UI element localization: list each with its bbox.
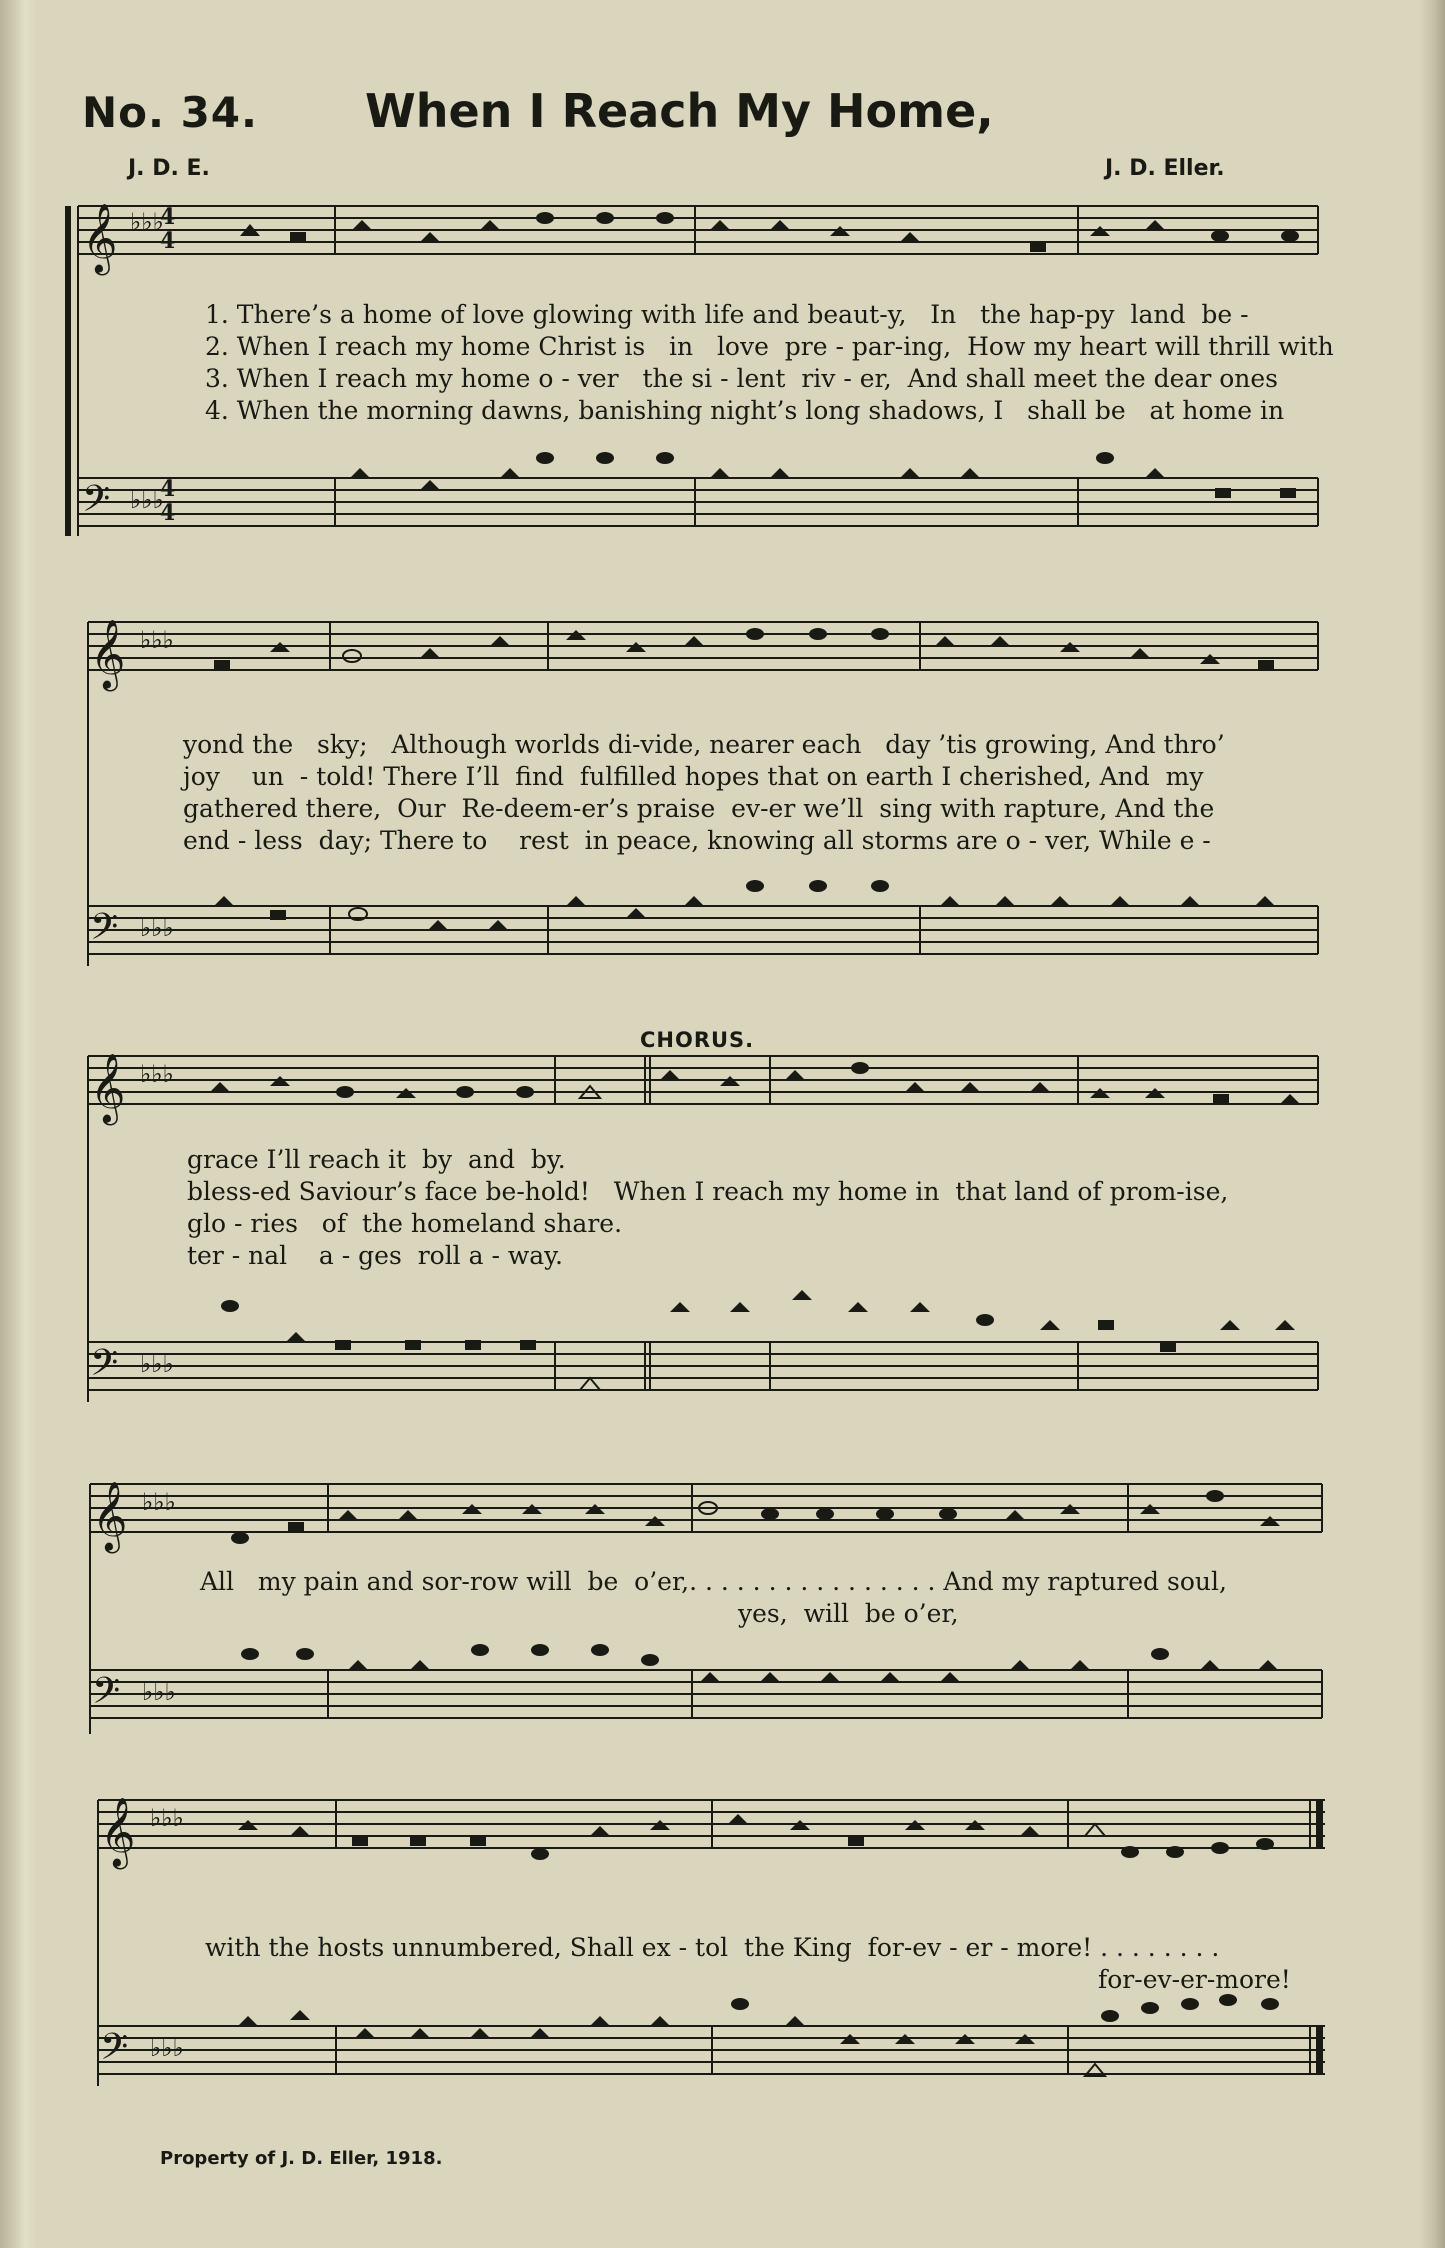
svg-text:𝄞: 𝄞 [92, 1481, 128, 1551]
svg-text:𝄢: 𝄢 [90, 906, 119, 957]
svg-text:4: 4 [160, 228, 176, 254]
svg-text:𝄢: 𝄢 [82, 478, 111, 529]
verse-4-line: 4. When the morning dawns, banishing night’s long shadows, I shall be at home in [205, 396, 1285, 425]
svg-text:♭♭♭: ♭♭♭ [140, 1350, 174, 1378]
svg-text:♭♭♭: ♭♭♭ [140, 914, 174, 942]
hymn-title: When I Reach My Home, [365, 84, 994, 138]
verse-4-line: ter - nal a - ges roll a - way. [187, 1241, 563, 1270]
svg-text:♭♭♭: ♭♭♭ [142, 1678, 176, 1706]
chorus-line: with the hosts unnumbered, Shall ex - tol the King for-ev - er - more! . . . . . . . . [205, 1933, 1220, 1962]
words-credit: J. D. E. [128, 156, 210, 181]
svg-text:𝄞: 𝄞 [90, 1053, 126, 1123]
verse-2-line: 2. When I reach my home Christ is in love pre - par-ing, How my heart will thrill with [205, 332, 1334, 361]
svg-text:♭♭♭: ♭♭♭ [130, 208, 164, 236]
svg-text:𝄞: 𝄞 [82, 203, 118, 273]
chorus-echo-line: for-ev-er-more! [1098, 1965, 1291, 1994]
svg-text:♭♭♭: ♭♭♭ [150, 2034, 184, 2062]
svg-text:♭♭♭: ♭♭♭ [140, 626, 174, 654]
svg-text:4: 4 [160, 500, 176, 526]
svg-text:4: 4 [160, 204, 176, 230]
chorus-line: bless-ed Saviour’s face be-hold! When I reach my home in that land of prom-ise, [187, 1177, 1229, 1206]
verse-1-line: 1. There’s a home of love glowing with life and beaut-y, In the hap-py land be - [205, 300, 1249, 329]
svg-text:♭♭♭: ♭♭♭ [150, 1804, 184, 1832]
verse-1-line: yond the sky; Although worlds di-vide, nearer each day ’tis growing, And thro’ [183, 730, 1225, 759]
svg-text:𝄞: 𝄞 [100, 1797, 136, 1867]
hymn-number: No. 34. [82, 88, 258, 137]
svg-text:♭♭♭: ♭♭♭ [140, 1060, 174, 1088]
copyright-notice: Property of J. D. Eller, 1918. [160, 2148, 443, 2169]
svg-text:𝄢: 𝄢 [90, 1342, 119, 1393]
chorus-label: CHORUS. [640, 1028, 755, 1052]
svg-text:𝄞: 𝄞 [90, 619, 126, 689]
svg-text:𝄢: 𝄢 [92, 1670, 121, 1721]
svg-text:4: 4 [160, 476, 176, 502]
svg-text:♭♭♭: ♭♭♭ [130, 486, 164, 514]
chorus-line: All my pain and sor-row will be o’er,. . . . . . . . . . . . . . . . And my raptured soul, [200, 1567, 1227, 1596]
verse-3-line: gathered there, Our Re-deem-er’s praise ev-er we’ll sing with rapture, And the [183, 794, 1215, 823]
music-credit: J. D. Eller. [1105, 156, 1225, 181]
verse-2-line: joy un - told! There I’ll find fulfilled hopes that on earth I cherished, And my [183, 762, 1204, 791]
verse-3-line: glo - ries of the homeland share. [187, 1209, 623, 1238]
music-system-4 [0, 1474, 1445, 1764]
chorus-echo-line: yes, will be o’er, [738, 1599, 959, 1628]
svg-text:𝄢: 𝄢 [100, 2026, 129, 2077]
verse-4-line: end - less day; There to rest in peace, knowing all storms are o - ver, While e - [183, 826, 1211, 855]
verse-3-line: 3. When I reach my home o - ver the si - lent riv - er, And shall meet the dear ones [205, 364, 1279, 393]
verse-1-line: grace I’ll reach it by and by. [187, 1145, 566, 1174]
svg-text:♭♭♭: ♭♭♭ [142, 1488, 176, 1516]
